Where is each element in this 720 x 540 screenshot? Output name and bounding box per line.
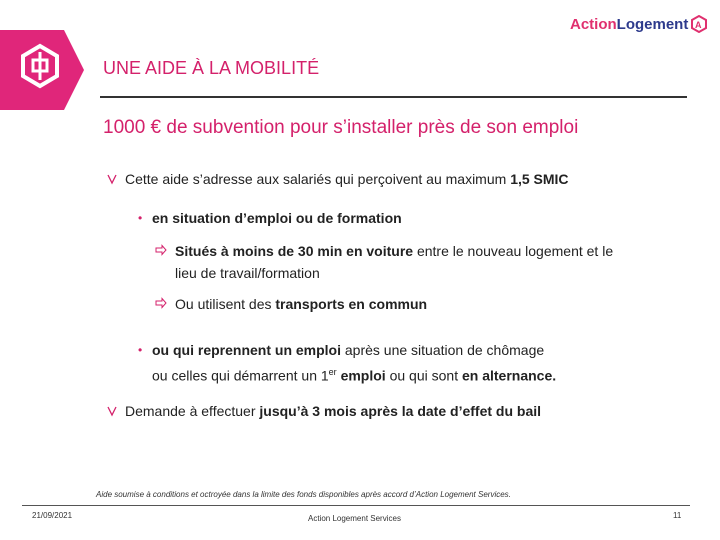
logo-mark-icon: [690, 15, 708, 33]
subtitle: 1000 € de subvention pour s’installer près de son emploi: [103, 117, 579, 138]
hexagon-badge-icon: [0, 30, 84, 110]
sub-item-distance-line2: lieu de travail/formation: [175, 265, 320, 281]
footer-date: 21/09/2021: [32, 511, 73, 520]
item-demande-text: Demande à effectuer: [125, 403, 260, 419]
superscript-er: er: [328, 367, 337, 377]
sub-item-emploi: [152, 208, 402, 229]
sub-item-emploi-bold: en situation d’emploi ou de formation: [152, 210, 402, 226]
sub-item-transports: [175, 294, 427, 315]
sub-item-distance: [175, 241, 613, 262]
item-salaries-text: Cette aide s’adresse aux salariés qui perçoivent au maximum: [125, 171, 511, 187]
item-demande: [125, 401, 541, 422]
page-number: 11: [673, 511, 682, 520]
bullet-dot-icon: •: [138, 343, 143, 357]
check-arrow-icon: [106, 405, 118, 417]
sub-item-alternance-bold: en alternance.: [461, 367, 557, 384]
sub-item-alternance-text: ou qui sont: [385, 367, 462, 384]
check-arrow-icon: [106, 173, 118, 185]
item-salaries: [125, 169, 569, 190]
title-divider: [100, 96, 687, 98]
logo-text-action: Action: [570, 15, 617, 33]
sub-item-reprise-bold: ou qui reprennent un emploi: [152, 342, 341, 358]
footer-company: Action Logement Services: [308, 514, 401, 523]
sub-item-transports-bold: transports en commun: [275, 296, 428, 312]
sub-item-reprise-line2: [152, 362, 556, 387]
sub-item-distance-bold: Situés à moins de 30 min en voiture: [175, 243, 414, 259]
bullet-dot-icon: •: [138, 211, 143, 225]
item-salaries-bold: 1,5 SMIC: [510, 171, 569, 187]
footnote: Aide soumise à conditions et octroyée dans la limite des fonds disponibles après accord d’Action Logement Services.: [96, 490, 511, 499]
logo-text-logement: Logement: [616, 15, 689, 33]
sub-item-distance-text: entre le nouveau logement et le: [413, 243, 614, 259]
sub-item-reprise-line2-text: ou celles qui démarrent un 1: [152, 367, 329, 384]
action-logement-logo: [570, 12, 708, 36]
arrow-right-icon: [155, 297, 167, 309]
sub-item-premier-emploi-bold: emploi: [336, 367, 386, 384]
item-demande-bold: jusqu’à 3 mois après la date d’effet du bail: [259, 403, 542, 419]
svg-text:A: A: [695, 20, 702, 30]
sub-item-transports-text: Ou utilisent des: [175, 296, 276, 312]
arrow-right-icon: [155, 244, 167, 256]
sub-item-reprise: [152, 340, 544, 361]
footer-divider: [22, 505, 690, 506]
sub-item-reprise-text: après une situation de chômage: [341, 342, 545, 358]
page-title: UNE AIDE À LA MOBILITÉ: [103, 58, 320, 78]
